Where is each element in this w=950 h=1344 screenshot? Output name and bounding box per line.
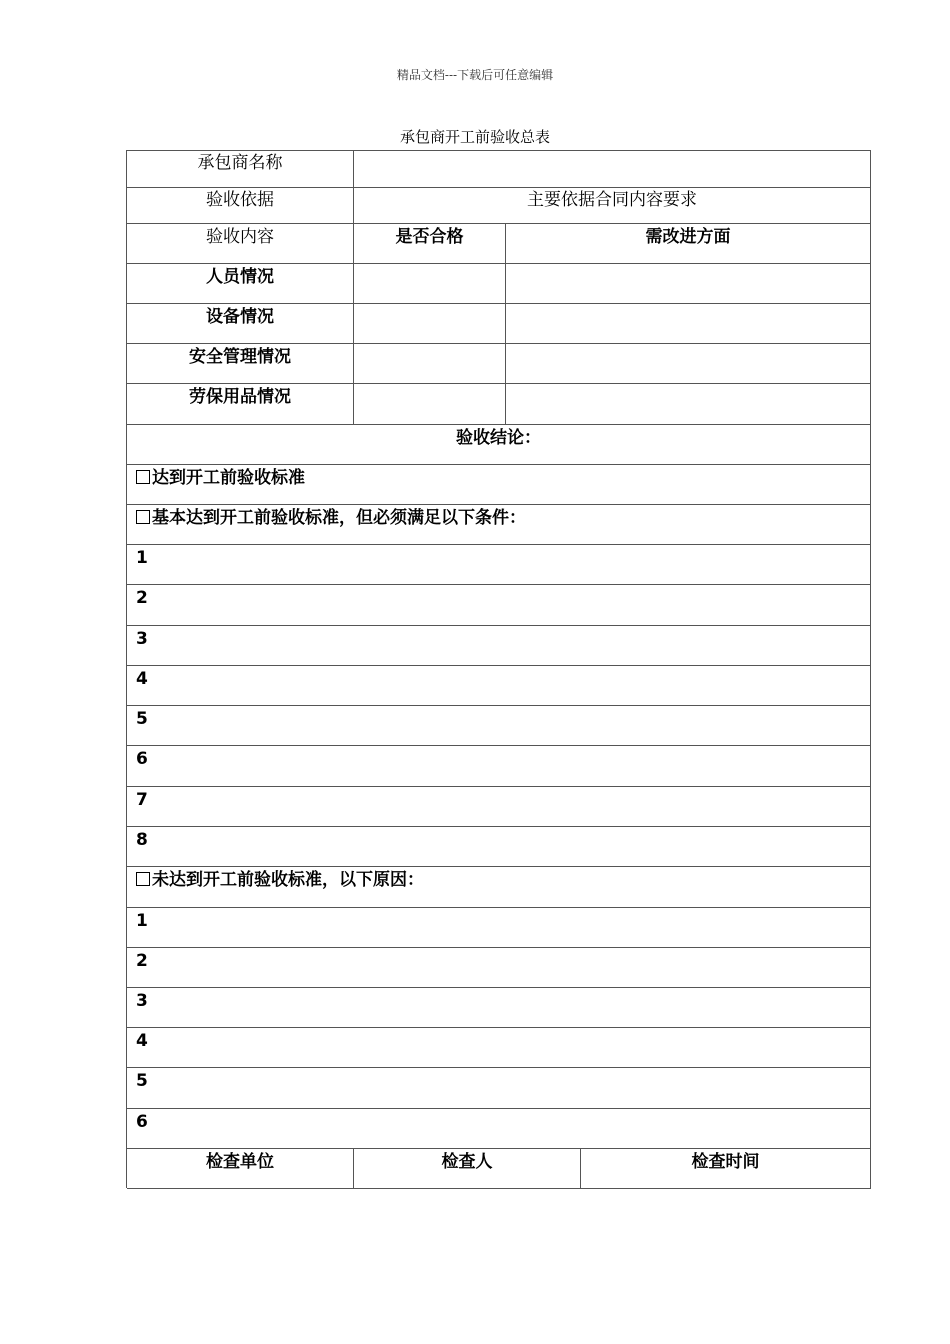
- condition-number: 2: [136, 588, 148, 608]
- column-header-content-label: 验收内容: [206, 227, 274, 247]
- item-label: 安全管理情况: [189, 347, 291, 367]
- reason-number: 1: [136, 911, 148, 931]
- footer-time-label: 检查时间: [691, 1152, 760, 1172]
- footer-unit-label: 检查单位: [206, 1152, 274, 1172]
- reason-row[interactable]: [127, 1028, 871, 1068]
- column-header-improve-label: 需改进方面: [645, 227, 731, 247]
- option-conditional-row: [127, 505, 871, 545]
- item-improve-cell[interactable]: [506, 264, 871, 304]
- condition-row[interactable]: [127, 626, 871, 666]
- condition-number: 5: [136, 709, 148, 729]
- item-row-label: [127, 384, 354, 425]
- item-improve-cell[interactable]: [506, 304, 871, 344]
- item-pass-cell[interactable]: [354, 304, 506, 344]
- condition-row[interactable]: [127, 666, 871, 706]
- item-pass-cell[interactable]: [354, 344, 506, 384]
- reason-number: 6: [136, 1112, 148, 1132]
- item-label: 劳保用品情况: [189, 387, 291, 407]
- reason-number: 4: [136, 1031, 148, 1051]
- reason-number: 5: [136, 1071, 148, 1091]
- contractor-label-cell: [127, 151, 354, 188]
- condition-row[interactable]: [127, 545, 871, 585]
- item-improve-cell[interactable]: [506, 384, 871, 425]
- reason-row[interactable]: [127, 908, 871, 948]
- column-header-pass: [354, 224, 506, 264]
- item-row-label: [127, 344, 354, 384]
- condition-number: 6: [136, 749, 148, 769]
- reason-row[interactable]: [127, 1068, 871, 1109]
- contractor-label: 承包商名称: [197, 153, 283, 173]
- column-header-pass-label: 是否合格: [395, 227, 464, 247]
- condition-row[interactable]: [127, 827, 871, 867]
- reason-row[interactable]: [127, 948, 871, 988]
- item-row-label: [127, 304, 354, 344]
- condition-number: 1: [136, 548, 148, 568]
- column-header-content: [127, 224, 354, 264]
- option-conditional-label: 基本达到开工前验收标准，但必须满足以下条件：: [152, 508, 526, 528]
- basis-label-cell: [127, 188, 354, 224]
- basis-label: 验收依据: [206, 190, 274, 210]
- item-label: 设备情况: [206, 307, 274, 327]
- reason-number: 3: [136, 991, 148, 1011]
- condition-row[interactable]: [127, 787, 871, 827]
- item-label: 人员情况: [206, 267, 274, 287]
- basis-value: 主要依据合同内容要求: [527, 190, 697, 210]
- page-header: 精品文档---下载后可任意编辑: [396, 68, 554, 82]
- column-header-improve: [506, 224, 871, 264]
- reason-row[interactable]: [127, 988, 871, 1028]
- item-improve-cell[interactable]: [506, 344, 871, 384]
- condition-number: 8: [136, 830, 148, 850]
- document-title: 承包商开工前验收总表: [399, 128, 550, 146]
- item-row-label: [127, 264, 354, 304]
- acceptance-table: [126, 150, 871, 1188]
- conclusion-title-cell: [127, 425, 871, 465]
- condition-row[interactable]: [127, 746, 871, 787]
- condition-number: 4: [136, 669, 148, 689]
- reason-row[interactable]: [127, 1109, 871, 1149]
- contractor-value-cell[interactable]: [354, 151, 871, 188]
- footer-inspector-cell: [354, 1149, 581, 1189]
- item-pass-cell[interactable]: [354, 384, 506, 425]
- conclusion-title: 验收结论：: [456, 428, 541, 448]
- option-fail-row: [127, 867, 871, 908]
- option-conditional-checkbox[interactable]: [136, 510, 150, 524]
- condition-row[interactable]: [127, 706, 871, 746]
- footer-inspector-label: 检查人: [441, 1152, 493, 1172]
- option-fail-label: 未达到开工前验收标准，以下原因：: [152, 870, 424, 890]
- option-fail-checkbox[interactable]: [136, 872, 150, 886]
- footer-unit-cell: [127, 1149, 354, 1189]
- condition-number: 7: [136, 790, 148, 810]
- option-pass-label: 达到开工前验收标准: [152, 468, 305, 488]
- basis-value-cell: [354, 188, 871, 224]
- option-pass-row: [127, 465, 871, 505]
- footer-time-cell: [581, 1149, 871, 1189]
- reason-number: 2: [136, 951, 148, 971]
- condition-row[interactable]: [127, 585, 871, 626]
- option-pass-checkbox[interactable]: [136, 470, 150, 484]
- item-pass-cell[interactable]: [354, 264, 506, 304]
- condition-number: 3: [136, 629, 148, 649]
